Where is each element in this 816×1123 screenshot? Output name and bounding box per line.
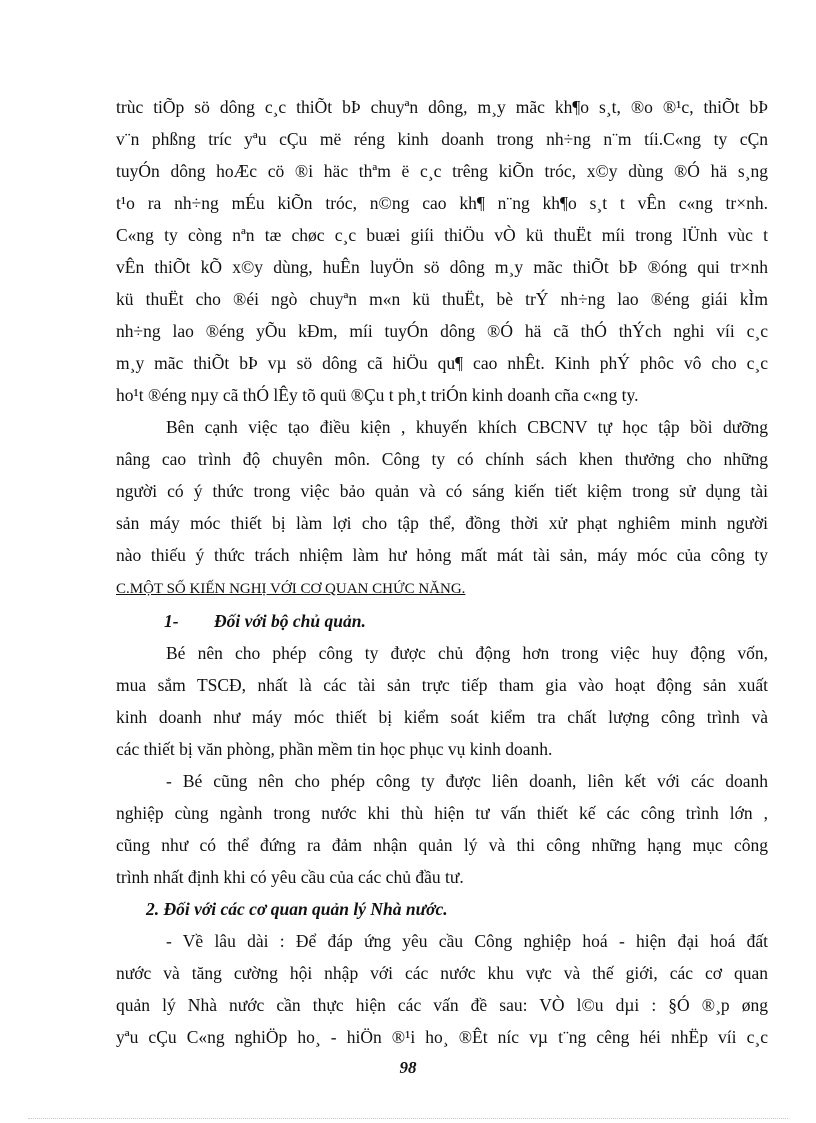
body-line: - Bé cũng nên cho phép công ty được liên doanh, liên kết với các doanh — [166, 771, 768, 791]
body-line: cũng như có thể đứng ra đảm nhận quản lý và thi công những hạng mục công — [116, 835, 768, 855]
body-line: trùc tiÕp sö dông c¸c thiÕt bÞ chuyªn dông, m¸y mãc kh¶o s¸t, ®o ®¹c, thiÕt bÞ — [116, 97, 768, 117]
subsection-heading: Đối với bộ chủ quản. — [214, 611, 366, 631]
body-line: v¨n phßng tríc yªu cÇu më réng kinh doanh trong nh÷ng n¨m tíi.C«ng ty cÇn — [116, 129, 768, 149]
body-line: Bé nên cho phép công ty được chủ động hơn trong việc huy động vốn, — [166, 643, 768, 663]
body-line: ho¹t ®éng nµy cã thÓ lÊy tõ quü ®Çu t ph¸t triÓn kinh doanh cña c«ng ty. — [116, 385, 639, 405]
body-line: mua sắm TSCĐ, nhất là các tài sản trực tiếp tham gia vào hoạt động sản xuất — [116, 675, 768, 695]
body-line: sản máy móc thiết bị làm lợi cho tập thể, đồng thời xử phạt nghiêm minh người — [116, 513, 768, 533]
body-line: trình nhất định khi có yêu cầu của các chủ đầu tư. — [116, 867, 464, 887]
subsection-number: 1- — [164, 611, 179, 631]
body-line: quản lý Nhà nước cần thực hiện các vấn đề sau: VÒ l©u dµi : §Ó ®¸p øng — [116, 995, 768, 1015]
body-line: nh÷ng lao ®éng yÕu kÐm, míi tuyÓn dông ®Ó hä cã thÓ thÝch nghi víi c¸c — [116, 321, 768, 341]
body-line: yªu cÇu C«ng nghiÖp ho¸ - hiÖn ®¹i ho¸ ®Êt níc vµ t¨ng cêng héi nhËp víi c¸c — [116, 1027, 768, 1047]
body-line: nghiệp cùng ngành trong nước khi thù hiện tư vấn thiết kế các công trình lớn , — [116, 803, 768, 823]
body-line: các thiết bị văn phòng, phần mềm tin học phục vụ kinh doanh. — [116, 739, 553, 759]
body-line: kü thuËt cho ®éi ngò chuyªn m«n kü thuËt, bè trÝ nh÷ng lao ®éng giái kÌm — [116, 289, 768, 309]
body-line: t¹o ra nh÷ng mÉu kiÕn tróc, n©ng cao kh¶ n¨ng kh¶o s¸t t vÊn c«ng tr×nh. — [116, 193, 768, 213]
body-line: m¸y mãc thiÕt bÞ vµ sö dông cã hiÖu qu¶ cao nhÊt. Kinh phÝ phôc vô cho c¸c — [116, 353, 768, 373]
body-line: kinh doanh như máy móc thiết bị kiểm soát kiểm tra chất lượng công trình và — [116, 707, 768, 727]
subsection-heading: 2. Đối với các cơ quan quản lý Nhà nước. — [146, 899, 448, 919]
section-heading: C.MỘT SỐ KIẾN NGHỊ VỚI CƠ QUAN CHỨC NĂNG. — [116, 581, 466, 597]
body-line: người có ý thức trong việc bảo quản và có sáng kiến tiết kiệm trong sử dụng tài — [116, 481, 768, 501]
body-line: nâng cao trình độ chuyên môn. Công ty có chính sách khen thưởng cho những — [116, 449, 768, 469]
page-number: 98 — [399, 1058, 417, 1077]
body-line: C«ng ty còng nªn tæ chøc c¸c buæi giíi thiÖu vÒ kü thuËt míi trong lÜnh vùc t — [116, 225, 768, 245]
footer-divider — [28, 1118, 788, 1119]
body-line: vÊn thiÕt kÕ x©y dùng, huÊn luyÖn sö dông m¸y mãc thiÕt bÞ ®óng qui tr×nh — [116, 257, 768, 277]
body-line: nào thiếu ý thức trách nhiệm làm hư hỏng mất mát tài sản, máy móc của công ty — [116, 545, 768, 565]
body-line: nước và tăng cường hội nhập với các nước khu vực và thế giới, các cơ quan — [116, 963, 768, 983]
body-line: Bên cạnh việc tạo điều kiện , khuyến khích CBCNV tự học tập bồi dưỡng — [166, 417, 768, 437]
body-line: tuyÓn dông hoÆc cö ®i häc thªm ë c¸c trêng kiÕn tróc, x©y dùng ®Ó hä s¸ng — [116, 161, 768, 181]
body-line: - Về lâu dài : Để đáp ứng yêu cầu Công nghiệp hoá - hiện đại hoá đất — [166, 931, 768, 951]
